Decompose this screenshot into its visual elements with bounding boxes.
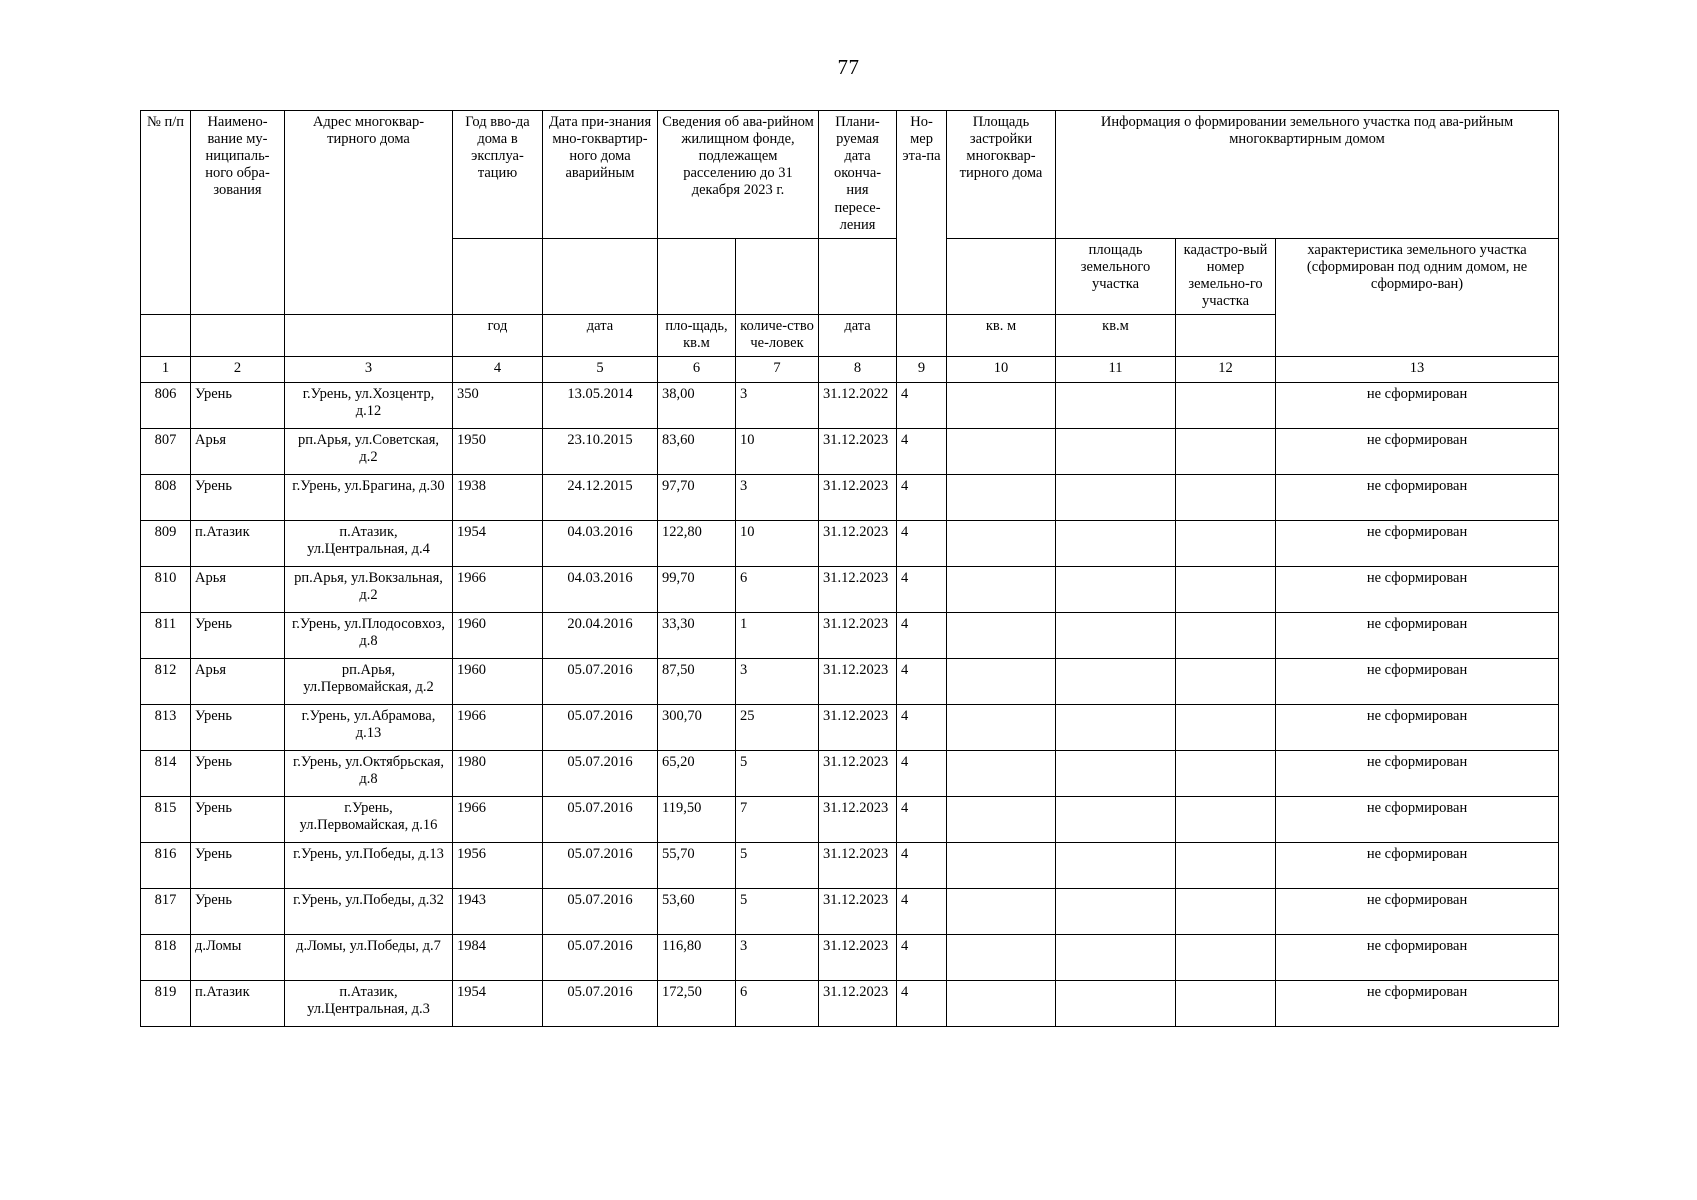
cell-date-recognized: 05.07.2016 [543,980,658,1026]
cell-cadastral [1176,704,1276,750]
cell-people: 6 [736,566,819,612]
cell-year: 1960 [453,612,543,658]
header-col-2: Наимено-вание му-ниципаль-ного обра-зования [191,111,285,315]
cell-people: 5 [736,842,819,888]
cell-address: п.Атазик, ул.Центральная, д.3 [285,980,453,1026]
cell-n: 806 [141,382,191,428]
table-body [141,382,1559,1026]
cell-cadastral [1176,980,1276,1026]
cell-plot-area [1056,428,1176,474]
cell-address: г.Урень, ул.Абрамова, д.13 [285,704,453,750]
cell-n: 809 [141,520,191,566]
cell-area: 83,60 [658,428,736,474]
cell-plot-area [1056,842,1176,888]
cell-characteristic: не сформирован [1276,980,1559,1026]
cell-date-recognized: 05.07.2016 [543,842,658,888]
colnum-10: 10 [947,357,1056,382]
cell-municipality: Урень [191,750,285,796]
table-row [141,428,1559,474]
cell-n: 818 [141,934,191,980]
subheader-col-10: кв. м [947,315,1056,357]
cell-cadastral [1176,520,1276,566]
cell-year: 1950 [453,428,543,474]
cell-stage: 4 [897,842,947,888]
subheader-col-7: количе-ство че-ловек [736,315,819,357]
cell-cadastral [1176,474,1276,520]
cell-address: г.Урень, ул.Победы, д.32 [285,888,453,934]
cell-characteristic: не сформирован [1276,842,1559,888]
cell-stage: 4 [897,612,947,658]
cell-date-recognized: 04.03.2016 [543,520,658,566]
cell-build-area [947,934,1056,980]
cell-area: 172,50 [658,980,736,1026]
cell-people: 6 [736,980,819,1026]
cell-municipality: Арья [191,658,285,704]
table-row [141,566,1559,612]
cell-build-area [947,382,1056,428]
header-col-7-empty [736,238,819,314]
cell-people: 10 [736,520,819,566]
cell-cadastral [1176,796,1276,842]
cell-municipality: д.Ломы [191,934,285,980]
cell-characteristic: не сформирован [1276,750,1559,796]
subheader-col-12-empty [1176,315,1276,357]
cell-year: 1966 [453,704,543,750]
cell-n: 814 [141,750,191,796]
cell-plot-area [1056,750,1176,796]
cell-municipality: п.Атазик [191,520,285,566]
cell-n: 817 [141,888,191,934]
cell-planned-date: 31.12.2023 [819,566,897,612]
cell-date-recognized: 05.07.2016 [543,658,658,704]
cell-cadastral [1176,934,1276,980]
cell-stage: 4 [897,934,947,980]
cell-cadastral [1176,612,1276,658]
cell-planned-date: 31.12.2023 [819,980,897,1026]
header-col-1: № п/п [141,111,191,315]
cell-planned-date: 31.12.2023 [819,428,897,474]
cell-n: 810 [141,566,191,612]
cell-municipality: Арья [191,428,285,474]
cell-year: 1966 [453,796,543,842]
table-row [141,750,1559,796]
subheader-col-2-empty [191,315,285,357]
cell-date-recognized: 05.07.2016 [543,888,658,934]
cell-plot-area [1056,888,1176,934]
table-row [141,658,1559,704]
cell-people: 1 [736,612,819,658]
cell-stage: 4 [897,796,947,842]
cell-plot-area [1056,704,1176,750]
table-row [141,704,1559,750]
header-col-5-empty [543,238,658,314]
cell-stage: 4 [897,888,947,934]
header-col-4-empty [453,238,543,314]
colnum-1: 1 [141,357,191,382]
cell-planned-date: 31.12.2023 [819,474,897,520]
cell-address: г.Урень, ул.Плодосовхоз, д.8 [285,612,453,658]
cell-municipality: п.Атазик [191,980,285,1026]
colnum-2: 2 [191,357,285,382]
table-row [141,382,1559,428]
colnum-4: 4 [453,357,543,382]
cell-cadastral [1176,658,1276,704]
cell-address: г.Урень, ул.Брагина, д.30 [285,474,453,520]
cell-n: 815 [141,796,191,842]
table-row [141,934,1559,980]
cell-characteristic: не сформирован [1276,704,1559,750]
cell-people: 3 [736,382,819,428]
cell-cadastral [1176,428,1276,474]
cell-people: 3 [736,474,819,520]
cell-cadastral [1176,566,1276,612]
cell-build-area [947,612,1056,658]
header-col-4: Год вво-да дома в эксплуа-тацию [453,111,543,239]
subheader-col-1-empty [141,315,191,357]
cell-build-area [947,704,1056,750]
cell-area: 97,70 [658,474,736,520]
subheader-col-5: дата [543,315,658,357]
header-col-6-empty [658,238,736,314]
cell-cadastral [1176,888,1276,934]
cell-address: п.Атазик, ул.Центральная, д.4 [285,520,453,566]
cell-stage: 4 [897,428,947,474]
cell-year: 350 [453,382,543,428]
subheader-col-8: дата [819,315,897,357]
colnum-7: 7 [736,357,819,382]
colnum-5: 5 [543,357,658,382]
cell-area: 65,20 [658,750,736,796]
cell-plot-area [1056,520,1176,566]
cell-year: 1966 [453,566,543,612]
cell-planned-date: 31.12.2023 [819,750,897,796]
cell-area: 53,60 [658,888,736,934]
cell-characteristic: не сформирован [1276,566,1559,612]
table-row [141,888,1559,934]
cell-stage: 4 [897,520,947,566]
cell-municipality: Урень [191,842,285,888]
cell-n: 819 [141,980,191,1026]
cell-stage: 4 [897,750,947,796]
table-row [141,474,1559,520]
header-col-3: Адрес многоквар-тирного дома [285,111,453,315]
cell-municipality: Урень [191,704,285,750]
cell-address: рп.Арья, ул.Вокзальная, д.2 [285,566,453,612]
cell-n: 816 [141,842,191,888]
colnum-12: 12 [1176,357,1276,382]
table-row [141,842,1559,888]
cell-area: 300,70 [658,704,736,750]
cell-stage: 4 [897,566,947,612]
cell-stage: 4 [897,382,947,428]
cell-characteristic: не сформирован [1276,612,1559,658]
table-header [141,111,1559,383]
cell-date-recognized: 05.07.2016 [543,796,658,842]
cell-area: 116,80 [658,934,736,980]
cell-area: 33,30 [658,612,736,658]
subheader-col-3-empty [285,315,453,357]
table-row [141,796,1559,842]
cell-stage: 4 [897,474,947,520]
cell-characteristic: не сформирован [1276,888,1559,934]
cell-address: г.Урень, ул.Октябрьская, д.8 [285,750,453,796]
cell-plot-area [1056,612,1176,658]
cell-n: 808 [141,474,191,520]
cell-planned-date: 31.12.2023 [819,612,897,658]
cell-address: д.Ломы, ул.Победы, д.7 [285,934,453,980]
cell-n: 813 [141,704,191,750]
cell-date-recognized: 05.07.2016 [543,704,658,750]
page-number: 77 [837,55,860,79]
colnum-11: 11 [1056,357,1176,382]
colnum-9: 9 [897,357,947,382]
header-group-land-plot: Информация о формировании земельного участка под ава-рийным многоквартирным домом [1056,111,1559,239]
header-col-10-empty [947,238,1056,314]
cell-people: 3 [736,934,819,980]
cell-address: рп.Арья, ул.Советская, д.2 [285,428,453,474]
cell-year: 1956 [453,842,543,888]
cell-year: 1984 [453,934,543,980]
cell-municipality: Урень [191,474,285,520]
cell-area: 99,70 [658,566,736,612]
cell-stage: 4 [897,980,947,1026]
cell-planned-date: 31.12.2022 [819,382,897,428]
subheader-col-4: год [453,315,543,357]
emergency-housing-table [140,110,1559,1027]
cell-year: 1980 [453,750,543,796]
header-col-8: Плани-руемая дата оконча-ния пересе-ления [819,111,897,239]
cell-plot-area [1056,474,1176,520]
cell-characteristic: не сформирован [1276,658,1559,704]
cell-planned-date: 31.12.2023 [819,658,897,704]
colnum-3: 3 [285,357,453,382]
cell-people: 7 [736,796,819,842]
header-col-11: площадь земельного участка [1056,238,1176,314]
cell-cadastral [1176,842,1276,888]
cell-planned-date: 31.12.2023 [819,888,897,934]
cell-characteristic: не сформирован [1276,382,1559,428]
cell-build-area [947,520,1056,566]
cell-characteristic: не сформирован [1276,428,1559,474]
cell-characteristic: не сформирован [1276,796,1559,842]
cell-plot-area [1056,796,1176,842]
subheader-col-11: кв.м [1056,315,1176,357]
cell-address: рп.Арья, ул.Первомайская, д.2 [285,658,453,704]
cell-date-recognized: 24.12.2015 [543,474,658,520]
cell-plot-area [1056,382,1176,428]
cell-n: 811 [141,612,191,658]
cell-municipality: Урень [191,796,285,842]
colnum-6: 6 [658,357,736,382]
cell-build-area [947,888,1056,934]
cell-year: 1938 [453,474,543,520]
cell-cadastral [1176,382,1276,428]
header-col-12: кадастро-вый номер земельно-го участка [1176,238,1276,314]
header-group-emergency-fund: Сведения об ава-рийном жилищном фонде, подлежащем расселению до 31 декабря 2023 г. [658,111,819,239]
table-row [141,612,1559,658]
cell-planned-date: 31.12.2023 [819,704,897,750]
cell-area: 87,50 [658,658,736,704]
cell-build-area [947,428,1056,474]
cell-year: 1960 [453,658,543,704]
header-col-10: Площадь застройки многоквар-тирного дома [947,111,1056,239]
cell-cadastral [1176,750,1276,796]
cell-stage: 4 [897,704,947,750]
cell-municipality: Урень [191,888,285,934]
cell-address: г.Урень, ул.Хозцентр, д.12 [285,382,453,428]
cell-n: 807 [141,428,191,474]
table-row [141,980,1559,1026]
cell-people: 10 [736,428,819,474]
cell-municipality: Урень [191,382,285,428]
cell-build-area [947,474,1056,520]
cell-plot-area [1056,934,1176,980]
cell-plot-area [1056,566,1176,612]
cell-build-area [947,842,1056,888]
column-number-row [141,357,1559,382]
cell-build-area [947,796,1056,842]
header-col-9: Но-мер эта-па [897,111,947,315]
cell-planned-date: 31.12.2023 [819,520,897,566]
cell-people: 25 [736,704,819,750]
subheader-col-6: пло-щадь, кв.м [658,315,736,357]
cell-planned-date: 31.12.2023 [819,842,897,888]
cell-year: 1954 [453,980,543,1026]
cell-area: 119,50 [658,796,736,842]
cell-people: 5 [736,750,819,796]
cell-municipality: Урень [191,612,285,658]
cell-stage: 4 [897,658,947,704]
cell-address: г.Урень, ул.Первомайская, д.16 [285,796,453,842]
cell-date-recognized: 05.07.2016 [543,934,658,980]
cell-n: 812 [141,658,191,704]
cell-build-area [947,750,1056,796]
cell-municipality: Арья [191,566,285,612]
cell-planned-date: 31.12.2023 [819,796,897,842]
cell-area: 55,70 [658,842,736,888]
cell-area: 38,00 [658,382,736,428]
colnum-8: 8 [819,357,897,382]
cell-characteristic: не сформирован [1276,520,1559,566]
cell-build-area [947,566,1056,612]
cell-people: 5 [736,888,819,934]
cell-date-recognized: 23.10.2015 [543,428,658,474]
cell-build-area [947,658,1056,704]
cell-year: 1954 [453,520,543,566]
cell-date-recognized: 04.03.2016 [543,566,658,612]
header-col-5: Дата при-знания мно-гоквартир-ного дома аварийным [543,111,658,239]
header-row-main [141,111,1559,239]
cell-address: г.Урень, ул.Победы, д.13 [285,842,453,888]
cell-date-recognized: 05.07.2016 [543,750,658,796]
cell-plot-area [1056,658,1176,704]
cell-year: 1943 [453,888,543,934]
subheader-col-9-empty [897,315,947,357]
colnum-13: 13 [1276,357,1559,382]
cell-characteristic: не сформирован [1276,934,1559,980]
header-col-13: характеристика земельного участка (сформирован под одним домом, не сформиро-ван) [1276,238,1559,357]
cell-date-recognized: 13.05.2014 [543,382,658,428]
cell-date-recognized: 20.04.2016 [543,612,658,658]
cell-area: 122,80 [658,520,736,566]
cell-plot-area [1056,980,1176,1026]
header-col-8-empty [819,238,897,314]
cell-planned-date: 31.12.2023 [819,934,897,980]
cell-characteristic: не сформирован [1276,474,1559,520]
cell-build-area [947,980,1056,1026]
cell-people: 3 [736,658,819,704]
table-row [141,520,1559,566]
